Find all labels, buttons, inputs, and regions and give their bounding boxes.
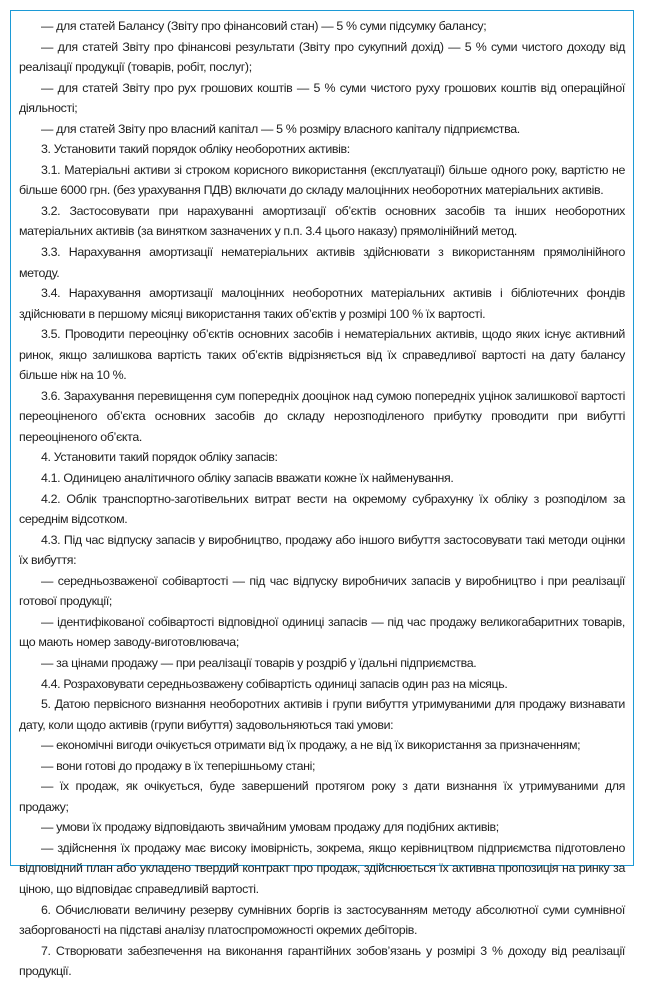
paragraph-dash-identified-cost: — ідентифікованої собівартості відповідної одиниці запасів — під час продажу великогабаритних товарів, що мають номер заводу-виготовлювача; xyxy=(19,614,625,650)
paragraph-3-2: 3.2. Застосовувати при нарахуванні амортизації об’єктів основних засобів та інших необоротних матеріальних активів (за винятком зазначених у п.п. 3.4 цього наказу) прямолінійний метод. xyxy=(19,203,625,239)
paragraph-4-3: 4.3. Під час відпуску запасів у виробництво, продажу або іншого вибуття застосовувати такі методи оцінки їх вибуття: xyxy=(19,532,625,568)
paragraph-3-1: 3.1. Матеріальні активи зі строком корисного використання (експлуатації) більше одного року, вартістю не більше 6000 грн. (без урахування ПДВ) включати до складу малоцінних необоротних матеріальних активів. xyxy=(19,162,625,198)
paragraph-dash-ready-for-sale: — вони готові до продажу в їх теперішньому стані; xyxy=(41,758,316,773)
paragraph-dash-highly-probable: — здійснення їх продажу має високу імовірність, зокрема, якщо керівництвом підприємства підготовлено відповідний план або укладено твердий контракт про продаж, здійснюється їх активна пропозиція на ринку за ціною, що відповідає справедливій вартості. xyxy=(19,840,625,896)
paragraph-dash-sale-within-year: — їх продаж, як очікується, буде завершений протягом року з дати визнання їх утримуваними для продажу; xyxy=(19,779,625,814)
paragraph-3-3: 3.3. Нарахування амортизації нематеріальних активів здійснювати з використанням прямолінійного методу. xyxy=(19,245,625,280)
paragraph-4-4: 4.4. Розраховувати середньозважену собівартість одиниці запасів один раз на місяць. xyxy=(41,676,508,691)
paragraph-section-4: 4. Установити такий порядок обліку запасів: xyxy=(41,450,278,465)
paragraph-section-7: 7. Створювати забезпечення на виконання гарантійних зобов’язань у розмірі 3 % доходу від реалізації продукції. xyxy=(19,943,625,979)
paragraph-section-3: 3. Установити такий порядок обліку необоротних активів: xyxy=(41,142,350,157)
paragraph-3-5: 3.5. Проводити переоцінку об’єктів основних засобів і нематеріальних активів, щодо яких існує активний ринок, якщо залишкова вартість таких об’єктів відрізняється від їх справедливої вартості на дату балансу більше ніж на 10 %. xyxy=(19,327,625,383)
paragraph-dash-economic-benefits: — економічні вигоди очікується отримати від їх продажу, а не від їх використання за призначенням; xyxy=(41,738,581,753)
paragraph-dash-cash-flow: — для статей Звіту про рух грошових коштів — 5 % суми чистого руху грошових коштів від операційної діяльності; xyxy=(19,80,625,116)
paragraph-dash-equity: — для статей Звіту про власний капітал — 5 % розміру власного капіталу підприємства. xyxy=(41,121,520,136)
paragraph-section-6: 6. Обчислювати величину резерву сумнівних боргів із застосуванням методу абсолютної суми сумнівної заборгованості на підставі аналізу платоспроможності окремих дебіторів. xyxy=(19,902,625,938)
paragraph-3-4: 3.4. Нарахування амортизації малоцінних необоротних матеріальних активів і бібліотечних фондів здійснювати в першому місяці використання таких об’єктів у розмірі 100 % їх вартості. xyxy=(19,286,625,321)
paragraph-dash-usual-terms: — умови їх продажу відповідають звичайним умовам продажу для подібних активів; xyxy=(41,820,499,835)
paragraph-3-6: 3.6. Зарахування перевищення сум попередніх дооцінок над сумою попередніх уцінок залишкової вартості переоціненого об’єкта основних засобів до складу нерозподіленого прибутку проводити при вибутті переоціненого об’єкта. xyxy=(19,388,625,444)
paragraph-section-5: 5. Датою первісного визнання необоротних активів і групи вибуття утримуваними для продажу визнавати дату, коли щодо активів (групи вибуття) задовольняються такі умови: xyxy=(19,697,625,732)
paragraph-dash-balance: — для статей Балансу (Звіту про фінансовий стан) — 5 % суми підсумку балансу; xyxy=(41,19,487,33)
paragraph-4-2: 4.2. Облік транспортно-заготівельних витрат вести на окремому субрахунку їх обліку з розподілом за середнім відсотком. xyxy=(19,491,625,527)
paragraph-dash-weighted-average: — середньозваженої собівартості — під час відпуску виробничих запасів у виробництво і при реалізації готової продукції; xyxy=(19,573,625,609)
paragraph-dash-sale-prices: — за цінами продажу — при реалізації товарів у роздріб у їдальні підприємства. xyxy=(41,655,477,670)
document-frame xyxy=(10,10,634,979)
paragraph-4-1: 4.1. Одиницею аналітичного обліку запасів вважати кожне їх найменування. xyxy=(41,471,454,486)
paragraph-dash-financial-results: — для статей Звіту про фінансові результати (Звіту про сукупний дохід) — 5 % суми чистого доходу від реалізації продукції (товарів, робіт, послуг); xyxy=(19,39,625,75)
